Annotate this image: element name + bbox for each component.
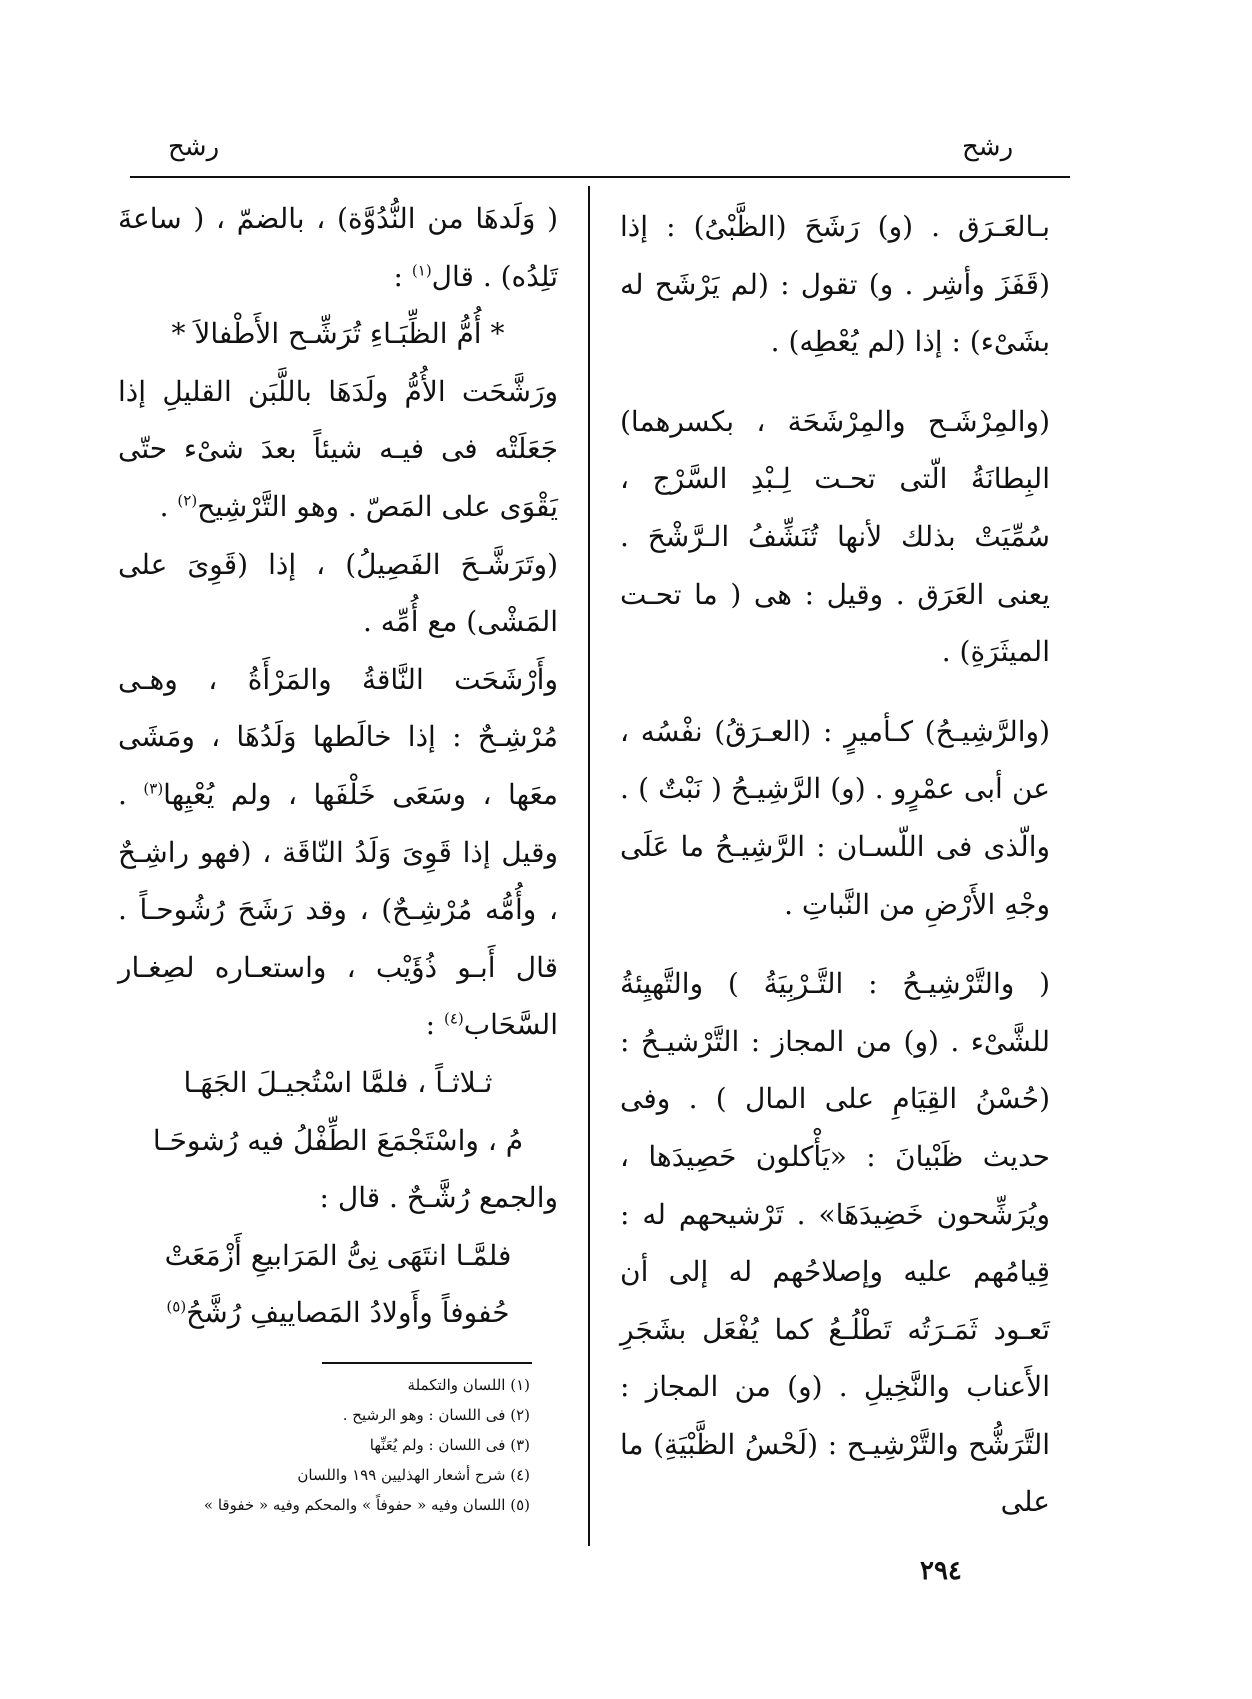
column-divider <box>588 186 590 1546</box>
header-rule <box>130 176 1070 178</box>
footnote-2: (٢) فى اللسان : وهو الرشيح . <box>342 1406 530 1424</box>
right-column <box>620 198 1050 1531</box>
verse-line-2a: ثـلاثـاً ، فلمَّا اسْتُجيـلَ الجَهَـا <box>183 1065 493 1099</box>
left-paragraph-3: (وتَرَشَّـحَ الفَصِيلُ) ، إذا (قَوِىَ على المَشْى) مع أُمِّه . <box>118 547 558 639</box>
footnote-ref-2: (٢) <box>177 491 198 510</box>
left-paragraph-4: وأَرْشَحَت النَّاقةُ والمَرْأَةُ ، وهـى مُرْشِـحٌ : إذا خالَطها وَلَدُهَا ، ومَشَى معَها ، وسَعَى خَلْفَها ، ولم يُعْيِها$^{(٣)}$ . وقيل إذا قَوِىَ وَلَدُ النّاقَة ، (فهو راشِـحٌ ، وأُمُّه مُرْشِـحٌ) ، وقد رَشَحَ رُشُوحـاً . قال أَبـو ذُؤَيْب ، واستعـاره لصِغـار السَّحَاب$^{(٤)}$ : <box>118 662 558 1042</box>
footnote-ref-3: (٣) <box>143 779 164 798</box>
footnote-1: (١) اللسان والتكملة <box>407 1376 530 1394</box>
verse-line-2b: مُ ، واسْتَجْمَعَ الطِّفْلُ فيه رُشوحَـا <box>152 1123 524 1157</box>
footnote-3: (٣) فى اللسان : ولم يُعَنِّها <box>369 1436 530 1454</box>
left-paragraph-5: والجمع رُشَّـحٌ . قال : <box>319 1181 558 1215</box>
left-column <box>118 190 558 1342</box>
verse-line-3a: فلمَّـا انتَهَى نِىُّ المَرَابيعِ أَزْمَعَتْ <box>164 1238 512 1272</box>
footnote-ref-4: (٤) <box>443 1009 464 1028</box>
footnotes <box>200 1370 530 1520</box>
running-head-right: رشح <box>962 132 1014 162</box>
verse-line-1: * أُمُّ الظِّبَـاءِ تُرَشِّـح الأَطْفالاَ * <box>171 317 505 351</box>
running-head-left: رشح <box>168 132 220 162</box>
left-paragraph-2: ورَشَّحَت الأُمُّ ولَدَهَا باللَّبَن القليلِ إذا جَعَلَتْه فى فيـه شيئاً بعدَ شىْء حتّى يَقْوَى على المَصّ . وهو التَّرْشِيح$^{(٢)}$ . <box>118 374 558 523</box>
right-paragraph-2: (والمِرْشَـح والمِرْشَحَة ، بكسرهما) البِطانَةُ الّتى تحـت لِـبْدِ السَّرْج ، سُمِّيَتْ بذلك لأنها تُنَشِّفُ الـرَّشْحَ . يعنى العَرَق . وقيل : هى ( ما تحـت الميثَرَةِ) . <box>620 404 1050 669</box>
left-paragraph-1: ( وَلَدهَا من النُّدُوَّة) ، بالضمّ ، ( ساعةَ تَلِدُه) . قال$^{(١)}$ : <box>118 202 558 293</box>
right-paragraph-1: بـالعَـرَق . (و) رَشَحَ (الظَّبْىُ) : إذا (قَفَزَ وأشِر . و) تقول : (لم يَرْشَح له بشَىْء) : إذا (لم يُعْطِه) . <box>620 210 1050 359</box>
footnote-ref-5: (٥) <box>166 1297 187 1316</box>
footnote-rule <box>322 1362 532 1364</box>
right-paragraph-3: (والرَّشِيـحُ) كـأميرٍ : (العـرَقُ) نفْسُه ، عن أبى عمْرٍو . (و) الرَّشِيـحُ ( نَبْتٌ ) . والّذى فى اللّسـان : الرَّشِيـحُ ما عَلَى وجْهِ الأَرْضِ من النَّباتِ . <box>620 714 1050 921</box>
footnote-ref-1: (١) <box>411 261 432 280</box>
footnote-5: (٥) اللسان وفيه « حفوفاً » والمحكم وفيه « خفوقا » <box>203 1496 530 1514</box>
right-paragraph-4: ( والتَّرْشِيـحُ : التَّـرْبِيَةُ ) والتَّهيِئةُ للشَّىْء . (و) من المجاز : التَّرْشيـحُ : (حُسْنُ القِيَامِ على المال ) . وفى حديث ظَبْيانَ : «يَأْكلون حَصِيدَها ، ويُرَشِّحون خَضِيدَهَا» . تَرْشيحهم له : قِيامُهم عليه وإصلاحُهم له إلى أن تَعـود ثَمَـرَتُه تَطْلُـعُ كما يُفْعَل بشَجَرِ الأَعناب والنَّخِيلِ . (و) من المجاز : التَّرَشُّح والتَّرْشِيـح : (لَحْسُ الظَّبْيَةِ) ما على <box>620 967 1050 1519</box>
footnote-4: (٤) شرح أشعار الهذليين ١٩٩ واللسان <box>297 1466 530 1484</box>
page-number: ٢٩٤ <box>920 1556 962 1586</box>
verse-line-3b: حُفوفاً وأَولادُ المَصاييفِ رُشَّحُ$^{(٥)}$ <box>166 1296 510 1330</box>
